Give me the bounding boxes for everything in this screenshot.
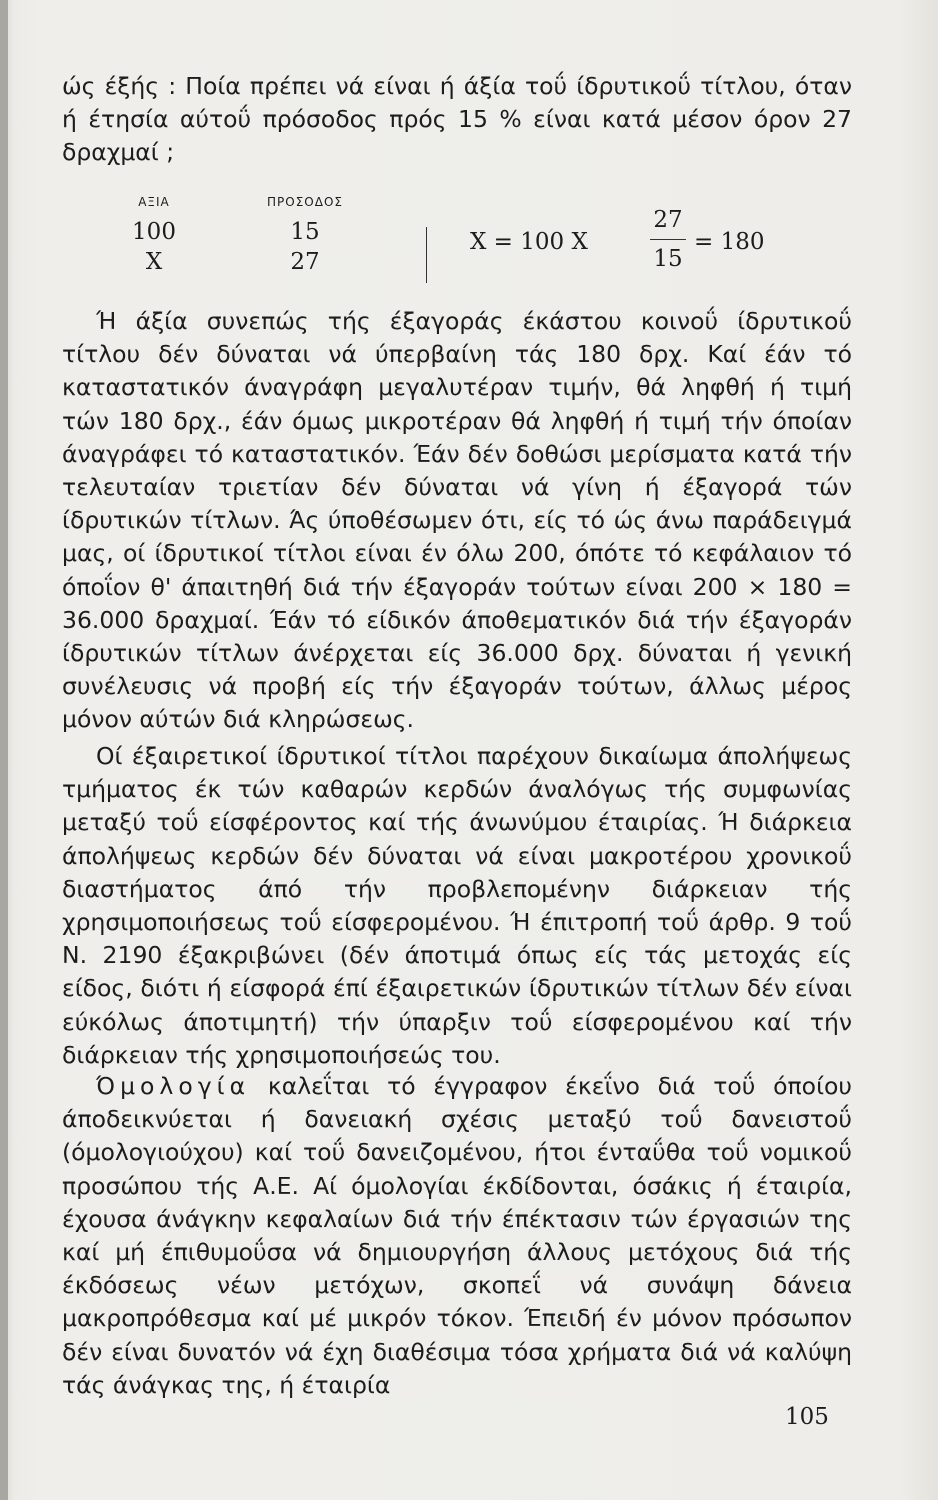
page-gutter-shadow <box>0 0 8 1500</box>
fraction-numerator: 27 <box>653 207 683 233</box>
table-divider <box>426 227 427 283</box>
bond-term: Όμολογία <box>96 1072 251 1100</box>
income-header: ΠΡΟΣΟΔΟΣ <box>267 195 343 209</box>
fraction-bar <box>650 239 686 240</box>
income-cell-2: 27 <box>290 249 320 275</box>
income-column <box>250 195 360 277</box>
bond-definition: καλεΐται τό έγγραφον έκεΐνο διά τοΰ όποίου άποδεικνύεται ή δανειακή σχέσις μεταξύ τοΰ δανειστοΰ (όμολογιούχου) καί τοΰ δανειζομένου, ήτοι ένταΰθα τοΰ νομικοΰ προσώπου τής Α.Ε. Αί όμολογίαι έκδίδονται, όσάκις ή έταιρία, έχουσα άνάγκην κεφαλαίων διά τήν έπέκτασιν τών έργασιών της καί μή έπιθυμοΰσα νά δημιουργήση άλλους μετόχους διά τής έκδόσεως νέων μετόχων, σκοπεΐ νά συνάψη δάνεια μακροπρόθεσμα καί μέ μικρόν τόκον. Έπειδή έν μόνον πρόσωπον δέν είναι δυνατόν νά έχη διαθέσιμα τόσα χρήματα διά νά καλύψη τάς άνάγκας της, ή έταιρία <box>62 1072 852 1399</box>
fraction-denominator: 15 <box>653 246 683 272</box>
formula-lhs: X = 100 X <box>470 229 588 255</box>
formula-result: = 180 <box>694 229 765 255</box>
formula-fraction <box>650 205 686 274</box>
intro-paragraph: ώς έξής : Ποία πρέπει νά είναι ή άξία τοΰ ίδρυτικοΰ τίτλου, όταν ή έτησία αύτοΰ πρόσοδος πρός 15 % είναι κατά μέσον όρον 27 δραχμαί ; <box>62 72 852 167</box>
calculation-table <box>130 195 780 290</box>
paragraph-buyback: Ή άξία συνεπώς τής έξαγοράς έκάστου κοινοΰ ίδρυτικοΰ τίτλου δέν δύναται νά ύπερβαίνη τάς 180 δρχ. Καί έάν τό καταστατικόν άναγράφη μεγαλυτέραν τιμήν, θά ληφθή ή τιμή τών 180 δρχ., έάν όμως μικροτέραν θά ληφθή ή τιμή τήν όποίαν άναγράφει τό καταστατικόν. Έάν δέν δοθώσι μερίσματα κατά τήν τελευταίαν τριετίαν δέν δύναται νά γίνη ή έξαγορά τών ίδρυτικών τίτλων. Άς ύποθέσωμεν ότι, είς τό ώς άνω παράδειγμά μας, οί ίδρυτικοί τίτλοι είναι έν όλω 200, όπότε τό κεφάλαιον τό όποΐον θ' άπαιτηθή διά τήν έξαγοράν τούτων είναι 200 × 180 = 36.000 δραχμαί. Έάν τό είδικόν άποθεματικόν διά τήν έξαγοράν ίδρυτικών τίτλων άνέρχεται είς 36.000 δρχ. δύναται ή γενική συνέλευσις νά προβή είς τήν έξαγοράν τούτων, άλλως μέρος μόνον αύτών διά κληρώσεως. <box>62 307 852 734</box>
value-column <box>130 195 178 277</box>
value-cell-2: X <box>145 249 163 275</box>
income-cell-1: 15 <box>290 219 320 245</box>
paragraph-exceptional-titles: Οί έξαιρετικοί ίδρυτικοί τίτλοι παρέχουν δικαίωμα άπολήψεως τμήματος έκ τών καθαρών κερδών άναλόγως τής συμφωνίας μεταξύ τοΰ είσφέροντος καί τής άνωνύμου έταιρίας. Ή διάρκεια άπολήψεως κερδών δέν δύναται νά είναι μακροτέρου χρονικοΰ διαστήματος άπό τήν προβλεπομένην διάρκειαν τής χρησιμοποιήσεως τοΰ είσφερομένου. Ή έπιτροπή τοΰ άρθρ. 9 τοΰ Ν. 2190 έξακριβώνει (δέν άποτιμά όπως είς τάς μετοχάς είς είδος, διότι ή είσφορά έπί έξαιρετικών ίδρυτικών τίτλων δέν είναι εύκόλως άποτιμητή) τήν ύπαρξιν τοΰ είσφερομένου καί τήν διάρκειαν τής χρησιμοποιήσεώς του. <box>62 742 852 1069</box>
paragraph-bonds <box>62 1070 852 1402</box>
value-cell-1: 100 <box>132 219 176 245</box>
value-header: ΑΞΙΑ <box>138 195 170 209</box>
page-number: 105 <box>785 1404 829 1430</box>
